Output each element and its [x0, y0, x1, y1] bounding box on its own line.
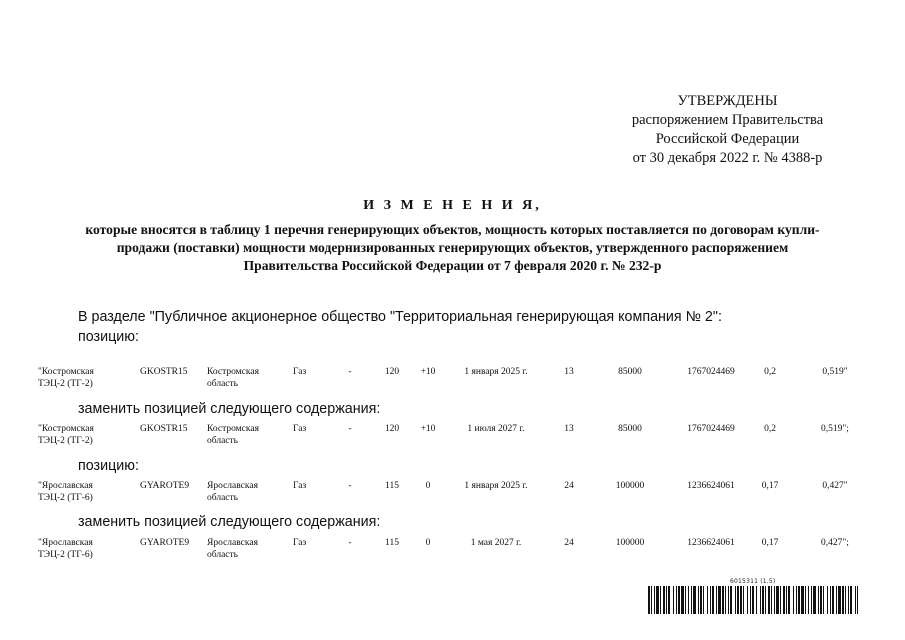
region — [207, 538, 258, 561]
barcode-bar — [722, 586, 724, 614]
barcode-bar — [752, 586, 754, 614]
approval-block — [600, 92, 855, 168]
approval-title: УТВЕРЖДЕНЫ — [677, 93, 778, 109]
barcode-bar — [691, 586, 692, 614]
delta: 0 — [425, 538, 431, 548]
barcode-bar — [663, 586, 665, 614]
barcode-bar — [685, 586, 686, 614]
coef1: 0,17 — [761, 538, 779, 548]
barcode-bar — [838, 586, 841, 614]
object-name — [38, 481, 93, 504]
barcode-bar — [774, 586, 775, 614]
barcode-bar — [747, 586, 748, 614]
barcode-bar — [768, 586, 770, 614]
barcode-bar — [678, 586, 680, 614]
region-line: область — [207, 435, 239, 446]
barcode-bar — [756, 586, 757, 614]
barcode-bar — [673, 586, 674, 614]
barcode-bar — [737, 586, 739, 614]
region-line: область — [207, 492, 239, 503]
object-name — [38, 367, 94, 390]
barcode-label: 6015311 (1.5) — [730, 578, 776, 585]
position-phrase: позицию: — [78, 329, 139, 345]
barcode-bar — [798, 586, 800, 614]
object-name — [38, 538, 93, 561]
barcode-bar — [762, 586, 764, 614]
document-title: И З М Е Н Е Н И Я, — [363, 198, 542, 213]
region-line: Костромская — [207, 424, 259, 434]
coef2: 0,519" — [822, 367, 848, 377]
object-code: GKOSTR15 — [140, 424, 188, 434]
approval-date: от 30 декабря 2022 г. № 4388-р — [632, 150, 823, 166]
fuel: Газ — [293, 481, 307, 491]
dash: - — [348, 538, 352, 548]
barcode-bar — [783, 586, 785, 614]
region-line: область — [207, 549, 239, 560]
object-code: GYAROTE9 — [140, 538, 190, 548]
coef1: 0,2 — [764, 367, 776, 377]
barcode-bar — [808, 586, 809, 614]
region-line: Костромская — [207, 367, 259, 377]
barcode-bar — [698, 586, 699, 614]
barcode-bar — [728, 586, 729, 614]
barcode-bar — [760, 586, 761, 614]
approval-country: Российской Федерации — [655, 131, 800, 147]
price: 100000 — [615, 538, 645, 548]
barcode-bar — [788, 586, 790, 614]
object-code: GYAROTE9 — [140, 481, 190, 491]
region — [207, 367, 259, 390]
barcode-bar — [848, 586, 849, 614]
barcode-bar — [811, 586, 812, 614]
barcode-bar — [836, 586, 837, 614]
price: 85000 — [618, 367, 642, 377]
subtitle-line: Правительства Российской Федерации от 7 февраля 2020 г. № 232-р — [243, 258, 662, 273]
fuel: Газ — [293, 538, 307, 548]
barcode-bar — [857, 586, 858, 614]
barcode-bar — [850, 586, 852, 614]
approval-authority: распоряжением Правительства — [631, 112, 824, 128]
barcode-bar — [710, 586, 711, 614]
barcode-bar — [793, 586, 794, 614]
barcode-bar — [820, 586, 822, 614]
barcode — [648, 578, 858, 616]
start-date: 1 января 2025 г. — [464, 367, 528, 377]
power: 120 — [384, 424, 400, 434]
table-row — [0, 424, 905, 454]
barcode-bar — [725, 586, 726, 614]
barcode-bar — [771, 586, 772, 614]
barcode-bar — [765, 586, 766, 614]
region-line: Ярославская — [207, 538, 258, 548]
coef2: 0,427" — [822, 481, 848, 491]
price: 85000 — [618, 424, 642, 434]
barcode-bar — [805, 586, 806, 614]
start-date: 1 мая 2027 г. — [470, 538, 522, 548]
replace-phrase: заменить позицией следующего содержания: — [78, 514, 381, 530]
barcode-bar — [740, 586, 742, 614]
delta: +10 — [420, 424, 436, 434]
object-name-line: "Костромская — [38, 424, 94, 434]
dash: - — [348, 367, 352, 377]
region — [207, 424, 259, 447]
barcode-bar — [651, 586, 652, 614]
start-date: 1 января 2025 г. — [464, 481, 528, 491]
inn: 1236624061 — [687, 481, 735, 491]
barcode-bar — [681, 586, 684, 614]
barcode-bar — [648, 586, 650, 614]
price: 100000 — [615, 481, 645, 491]
inn: 1767024469 — [687, 424, 735, 434]
barcode-bar — [707, 586, 708, 614]
barcode-bar — [666, 586, 667, 614]
barcode-bar — [780, 586, 781, 614]
coef1: 0,17 — [761, 481, 779, 491]
barcode-bar — [688, 586, 689, 614]
replace-phrase: заменить позицией следующего содержания: — [78, 401, 381, 417]
power: 120 — [384, 367, 400, 377]
barcode-bar — [693, 586, 696, 614]
table-row — [0, 481, 905, 511]
barcode-bar — [703, 586, 704, 614]
barcode-bar — [801, 586, 804, 614]
barcode-bar — [827, 586, 828, 614]
object-name-line: ТЭЦ-2 (ТГ-6) — [38, 492, 93, 503]
barcode-bar — [786, 586, 787, 614]
power: 115 — [385, 481, 399, 491]
dash: - — [348, 424, 352, 434]
barcode-bar — [718, 586, 721, 614]
barcode-bar — [823, 586, 824, 614]
object-name-line: "Ярославская — [38, 481, 93, 491]
barcode-bar — [845, 586, 846, 614]
barcode-bar — [796, 586, 797, 614]
barcode-bar — [676, 586, 677, 614]
barcode-bar — [832, 586, 834, 614]
barcode-bar — [750, 586, 751, 614]
months: 13 — [564, 367, 574, 377]
object-name — [38, 424, 94, 447]
delta: +10 — [420, 367, 436, 377]
barcode-bar — [743, 586, 744, 614]
object-name-line: "Костромская — [38, 367, 94, 377]
barcode-bar — [830, 586, 831, 614]
object-name-line: "Ярославская — [38, 538, 93, 548]
barcode-bars — [648, 586, 858, 614]
delta: 0 — [425, 481, 431, 491]
position-phrase: позицию: — [78, 458, 139, 474]
barcode-bar — [656, 586, 659, 614]
object-name-line: ТЭЦ-2 (ТГ-2) — [38, 378, 93, 389]
inn: 1236624061 — [687, 538, 735, 548]
fuel: Газ — [293, 367, 307, 377]
barcode-bar — [668, 586, 670, 614]
coef2: 0,519"; — [821, 424, 849, 434]
barcode-bar — [855, 586, 856, 614]
barcode-bar — [654, 586, 655, 614]
barcode-bar — [660, 586, 661, 614]
months: 24 — [564, 481, 574, 491]
subtitle-line: продажи (поставки) мощности модернизированных генерирующих объектов, утвержденного распоряжением — [116, 240, 789, 255]
barcode-bar — [818, 586, 819, 614]
region — [207, 481, 258, 504]
barcode-bar — [716, 586, 717, 614]
coef2: 0,427"; — [821, 538, 849, 548]
object-name-line: ТЭЦ-2 (ТГ-6) — [38, 549, 93, 560]
months: 13 — [564, 424, 574, 434]
section-intro: В разделе "Публичное акционерное общество "Территориальная генерирующая компания № 2": — [78, 309, 722, 325]
barcode-bar — [700, 586, 702, 614]
dash: - — [348, 481, 352, 491]
power: 115 — [385, 538, 399, 548]
fuel: Газ — [293, 424, 307, 434]
barcode-bar — [842, 586, 844, 614]
barcode-bar — [730, 586, 732, 614]
object-name-line: ТЭЦ-2 (ТГ-2) — [38, 435, 93, 446]
barcode-bar — [776, 586, 779, 614]
coef1: 0,2 — [764, 424, 776, 434]
inn: 1767024469 — [687, 367, 735, 377]
table-row — [0, 367, 905, 397]
barcode-bar — [813, 586, 816, 614]
months: 24 — [564, 538, 574, 548]
document-subtitle — [30, 221, 875, 275]
start-date: 1 июля 2027 г. — [467, 424, 525, 434]
barcode-bar — [712, 586, 714, 614]
region-line: область — [207, 378, 239, 389]
subtitle-line: которые вносятся в таблицу 1 перечня генерирующих объектов, мощность которых поставляется по договорам купли- — [85, 222, 820, 237]
barcode-bar — [735, 586, 736, 614]
table-row — [0, 538, 905, 568]
region-line: Ярославская — [207, 481, 258, 491]
object-code: GKOSTR15 — [140, 367, 188, 377]
